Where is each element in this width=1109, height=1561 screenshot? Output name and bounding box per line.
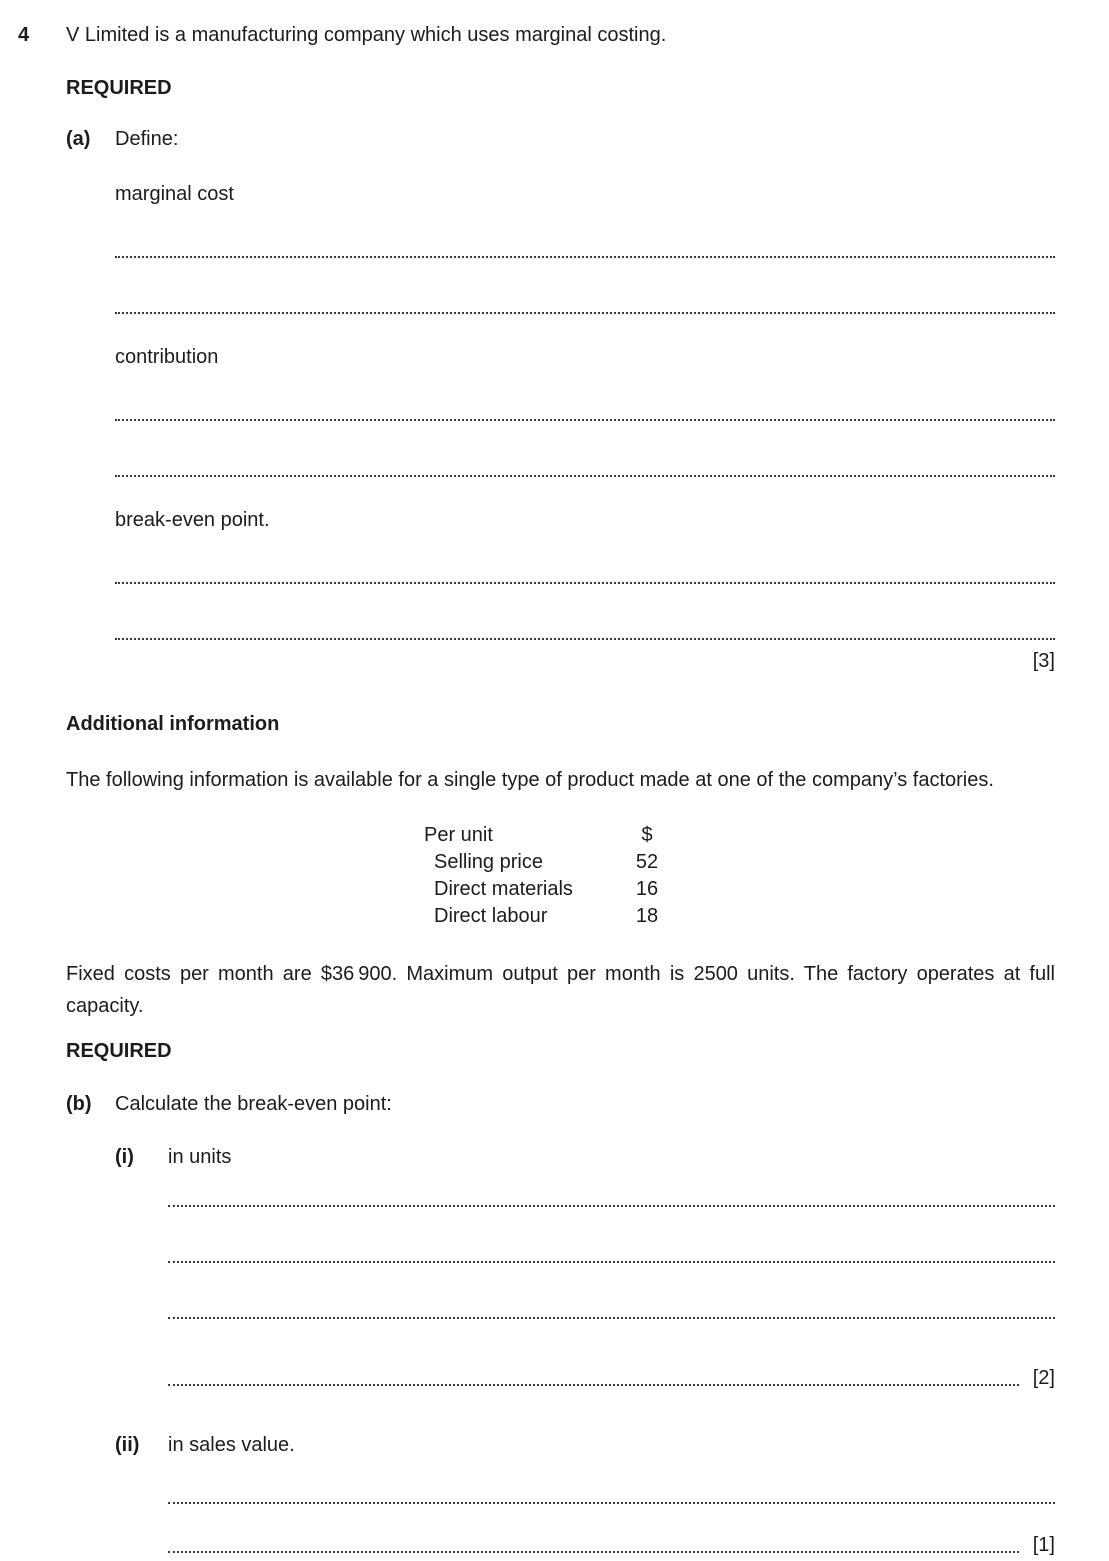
table-header-value: $: [641, 824, 653, 846]
part-b-prompt: Calculate the break-even point:: [115, 1093, 392, 1115]
term-break-even-point: break-even point.: [115, 509, 270, 531]
table-row-label: Direct labour: [434, 905, 548, 927]
additional-info-heading: Additional information: [66, 713, 280, 735]
answer-line: [168, 1205, 1055, 1207]
answer-line: [168, 1502, 1055, 1504]
table-row-label: Selling price: [434, 851, 543, 873]
answer-line: [115, 582, 1055, 584]
subpart-i: [115, 1146, 1055, 1390]
answer-line: [115, 312, 1055, 314]
fixed-costs-note: Fixed costs per month are $36 900. Maximum output per month is 2500 units. The factory operates at full capacity.: [66, 963, 1055, 1017]
question-header: [18, 24, 1055, 47]
table-row-label: Direct materials: [434, 878, 573, 900]
answer-line: [115, 475, 1055, 477]
answer-line: [115, 419, 1055, 421]
table-row-value: 52: [635, 851, 659, 873]
table-row: [424, 903, 1055, 930]
additional-info-text: The following information is available for a single type of product made at one of the company’s factories.: [66, 769, 994, 791]
term-marginal-cost: marginal cost: [115, 183, 234, 205]
required-heading-1: REQUIRED: [66, 77, 172, 99]
subpart-ii-label: (ii): [115, 1434, 140, 1456]
subpart-ii: [115, 1434, 1055, 1557]
answer-line: [168, 1551, 1019, 1553]
required-heading-2: REQUIRED: [66, 1040, 172, 1062]
table-header-label: Per unit: [424, 824, 493, 846]
part-a-marks: [3]: [1032, 650, 1055, 672]
part-b-label: (b): [66, 1093, 92, 1115]
per-unit-table: [424, 822, 1055, 930]
answer-line: [115, 638, 1055, 640]
table-row-value: 16: [635, 878, 659, 900]
answer-line-with-marks: [168, 1367, 1055, 1390]
table-row: [424, 876, 1055, 903]
subpart-i-marks: [2]: [1032, 1367, 1055, 1389]
table-header-row: [424, 822, 1055, 849]
question-number: 4: [18, 24, 30, 46]
answer-line-with-marks: [168, 1534, 1055, 1557]
subpart-ii-prompt: in sales value.: [168, 1434, 295, 1456]
answer-line: [168, 1261, 1055, 1263]
table-row-value: 18: [635, 905, 659, 927]
subpart-ii-marks: [1]: [1032, 1534, 1055, 1556]
question-intro: V Limited is a manufacturing company which uses marginal costing.: [66, 24, 667, 46]
answer-line: [168, 1384, 1019, 1386]
part-a-label: (a): [66, 128, 91, 150]
subpart-i-label: (i): [115, 1146, 134, 1168]
answer-line: [168, 1317, 1055, 1319]
part-a-prompt: Define:: [115, 128, 179, 150]
term-contribution: contribution: [115, 346, 219, 368]
part-b: [66, 1093, 1055, 1557]
table-row: [424, 849, 1055, 876]
part-a: [66, 128, 1055, 673]
answer-line: [115, 256, 1055, 258]
subpart-i-prompt: in units: [168, 1146, 232, 1168]
